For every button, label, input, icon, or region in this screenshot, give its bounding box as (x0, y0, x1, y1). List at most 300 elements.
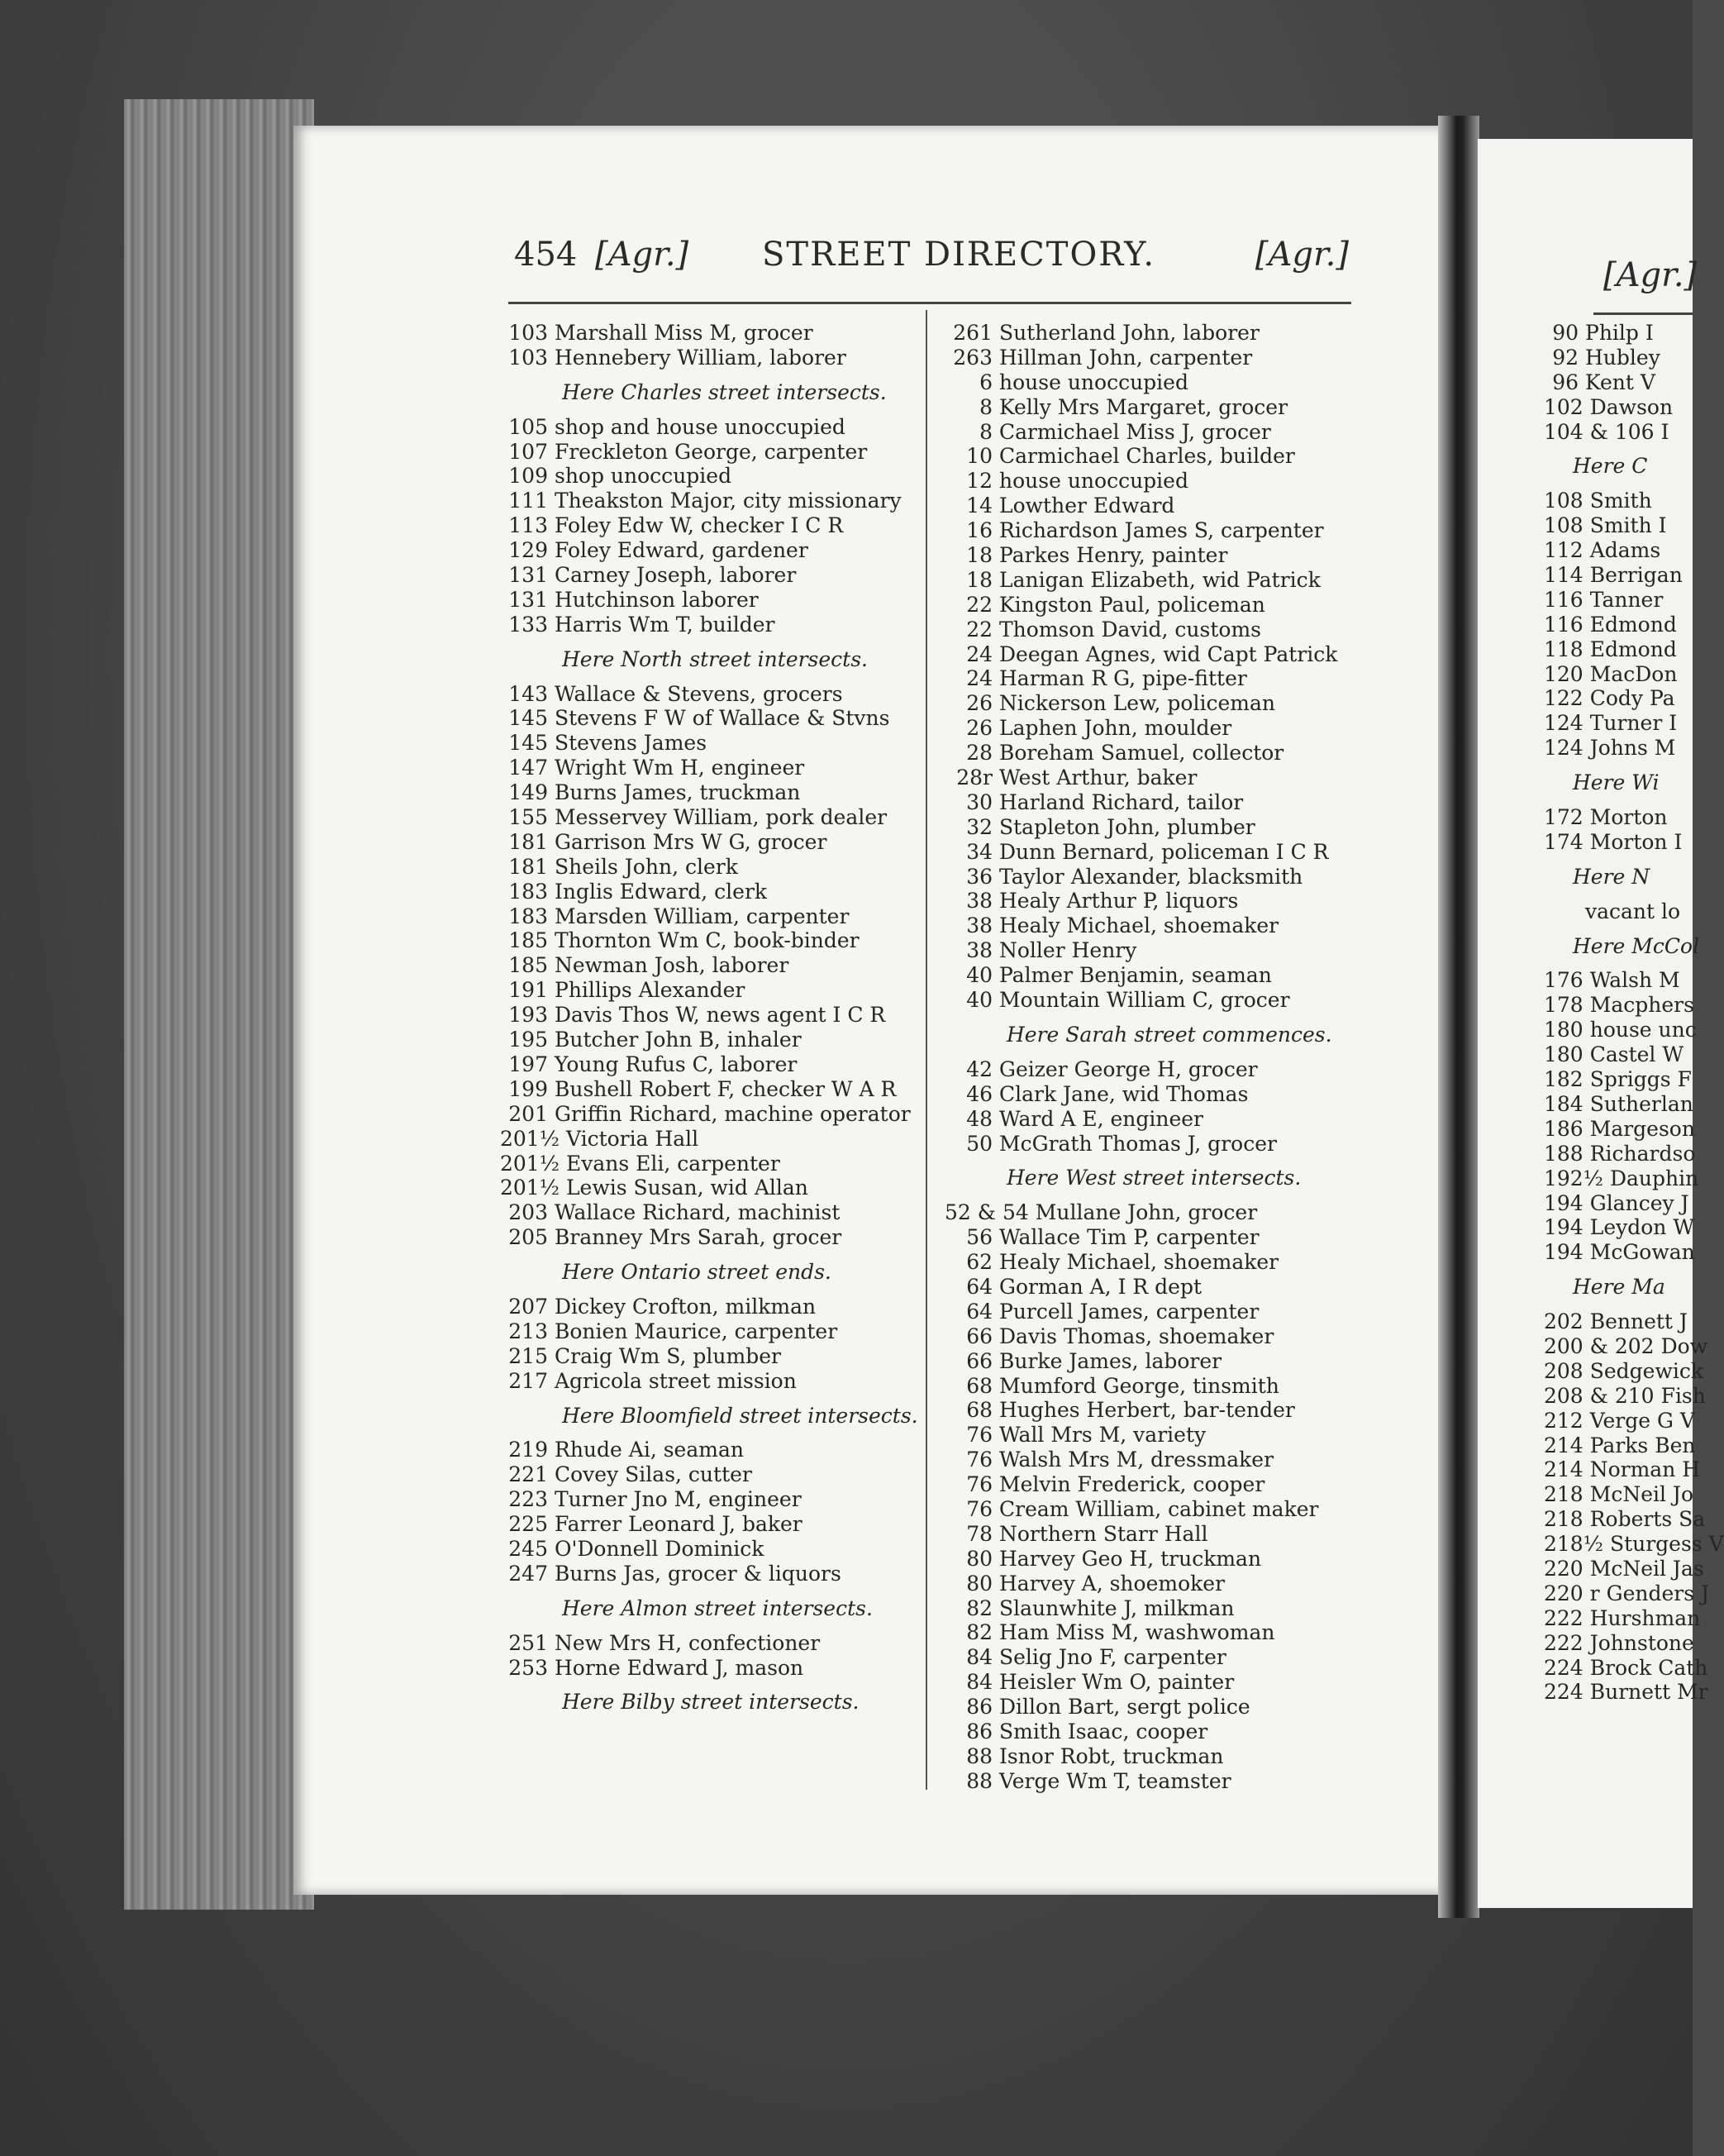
house-number: 105 (508, 414, 548, 439)
right-page-header-rule (1593, 312, 1693, 315)
house-number: 200 & 202 (1544, 1333, 1655, 1358)
house-number: 34 (966, 839, 993, 864)
house-number: 205 (508, 1225, 548, 1250)
house-number: 124 (1544, 711, 1584, 736)
directory-entry (1544, 805, 1693, 830)
directory-entry (500, 1200, 922, 1225)
resident-name: Walsh Mrs M, dressmaker (999, 1448, 1274, 1472)
house-number: 10 (966, 444, 993, 469)
directory-entry (945, 790, 1441, 815)
resident-name: Brock Cath (1589, 1655, 1708, 1680)
directory-entry (945, 1448, 1441, 1472)
resident-name: Nickerson Lew, policeman (999, 691, 1275, 716)
directory-entry (500, 805, 922, 830)
house-number: 197 (508, 1052, 548, 1076)
house-number: 155 (508, 805, 548, 830)
house-number: 195 (508, 1028, 548, 1052)
directory-entry (500, 1176, 922, 1200)
directory-entry (500, 1052, 922, 1077)
directory-entry (500, 489, 922, 513)
page-edges (124, 99, 314, 1910)
house-number: 108 (1544, 489, 1584, 513)
resident-name: Theakston Major, city missionary (555, 489, 902, 513)
house-number: 28r (956, 766, 993, 790)
directory-entry (945, 666, 1441, 691)
house-number: 183 (508, 879, 548, 904)
house-number: 116 (1544, 612, 1584, 637)
directory-entry (945, 1670, 1441, 1695)
directory-entry (500, 1344, 922, 1369)
resident-name: Burnett Mr (1589, 1680, 1708, 1705)
resident-name: Phillips Alexander (555, 978, 745, 1003)
directory-entry (1544, 711, 1693, 736)
house-number: 143 (508, 681, 548, 706)
resident-name: Wallace Tim P, carpenter (999, 1225, 1260, 1250)
directory-entry (1544, 1433, 1696, 1458)
house-number: 172 (1544, 805, 1584, 830)
directory-entry (945, 1423, 1441, 1448)
directory-entry (1544, 899, 1693, 924)
house-number: 42 (966, 1057, 993, 1081)
resident-name: Boreham Samuel, collector (999, 741, 1284, 766)
resident-name: Kelly Mrs Margaret, grocer (999, 394, 1288, 419)
street-intersection-note: Here North street intersects. (562, 646, 869, 671)
resident-name: Parkes Henry, painter (999, 543, 1228, 568)
directory-entry (1544, 321, 1693, 346)
house-number: 222 (1544, 1605, 1584, 1630)
resident-name: Clark Jane, wid Thomas (999, 1081, 1249, 1106)
resident-name: Smith (1589, 489, 1652, 513)
house-number: 184 (1544, 1091, 1584, 1116)
resident-name: Berrigan (1589, 563, 1683, 588)
right-page-running-tag: [Agr.] (1603, 256, 1698, 294)
house-number: 66 (966, 1348, 993, 1373)
resident-name: Healy Michael, shoemaker (999, 1250, 1279, 1275)
resident-name: Carney Joseph, laborer (555, 563, 797, 588)
house-number: 133 (508, 612, 548, 637)
resident-name: Johns M (1589, 736, 1676, 761)
directory-entry (500, 1537, 922, 1562)
house-number: 192½ (1544, 1166, 1603, 1190)
directory-entry (500, 563, 922, 588)
resident-name: Slaunwhite J, milkman (999, 1596, 1235, 1620)
resident-name: Morton I (1589, 829, 1683, 854)
directory-entry (500, 588, 922, 613)
house-number: 253 (508, 1655, 548, 1680)
house-number: 78 (966, 1521, 993, 1546)
house-number: 46 (966, 1081, 993, 1106)
directory-entry (500, 1438, 922, 1462)
directory-entry (1544, 1018, 1697, 1042)
house-number: 8 (979, 394, 993, 419)
resident-name: Mullane John, grocer (1035, 1200, 1258, 1225)
directory-entry (500, 1656, 922, 1681)
house-number: 122 (1544, 686, 1584, 711)
directory-entry (500, 706, 922, 731)
resident-name: Marsden William, carpenter (555, 904, 850, 928)
street-intersection-note: Here Ontario street ends. (562, 1260, 831, 1285)
resident-name: Lowther Edward (999, 494, 1175, 518)
resident-name: Hughes Herbert, bar-tender (999, 1398, 1295, 1423)
house-number: 86 (966, 1695, 993, 1720)
resident-name: Bushell Robert F, checker W A R (555, 1076, 897, 1101)
right-page-column (1544, 321, 1724, 1705)
resident-name: Johnstone (1589, 1630, 1694, 1655)
house-number: 131 (508, 563, 548, 588)
resident-name: Norman H (1589, 1457, 1701, 1482)
resident-name: Cody Pa (1589, 686, 1675, 711)
house-number: 208 (1544, 1358, 1584, 1383)
house-number: 194 (1544, 1190, 1584, 1215)
directory-entry (1544, 1631, 1693, 1656)
resident-name: Dickey Crofton, milkman (555, 1294, 817, 1319)
house-number: 102 (1544, 394, 1584, 419)
house-number: 193 (508, 1003, 548, 1028)
resident-name: Selig Jno F, carpenter (999, 1645, 1226, 1670)
street-intersection-note: Here Bloomfield street intersects. (562, 1403, 918, 1428)
directory-entry (945, 444, 1441, 469)
directory-entry (500, 1127, 922, 1152)
directory-entry (500, 1631, 922, 1656)
directory-entry (945, 889, 1441, 913)
resident-name: Wright Wm H, engineer (555, 756, 805, 780)
resident-name: house unoccupied (999, 370, 1188, 394)
directory-entry (945, 1720, 1441, 1744)
house-number: 263 (953, 345, 993, 370)
house-number: 18 (966, 567, 993, 592)
resident-name: Wallace Richard, machinist (555, 1200, 841, 1225)
resident-name: Sturgess V (1609, 1532, 1724, 1557)
page-number: 454 (514, 236, 578, 274)
directory-entry (945, 1695, 1441, 1720)
header-rule (508, 302, 1351, 304)
directory-entry (500, 904, 922, 929)
running-head-left-tag: [Agr.] (595, 236, 689, 274)
directory-entry (500, 855, 922, 880)
directory-entry (1544, 1092, 1693, 1117)
street-intersection-note: Here McCol (1573, 933, 1700, 958)
house-number: 103 (508, 321, 548, 345)
house-number: 82 (966, 1596, 993, 1620)
directory-entry (1544, 1457, 1701, 1482)
resident-name: Adams (1589, 538, 1661, 563)
directory-entry (945, 913, 1441, 938)
resident-name: Harman R G, pipe-fitter (999, 666, 1247, 691)
house-number: 131 (508, 587, 548, 612)
directory-entry (500, 1369, 922, 1394)
resident-name: McNeil Jas (1589, 1556, 1704, 1581)
directory-entry (500, 928, 922, 953)
house-number: 66 (966, 1324, 993, 1348)
directory-entry (500, 513, 922, 538)
directory-entry (1544, 613, 1693, 637)
house-number: 64 (966, 1299, 993, 1324)
directory-entry (1544, 993, 1693, 1018)
resident-name: Foley Edward, gardener (555, 538, 808, 563)
directory-entry (500, 978, 922, 1003)
house-number: 183 (508, 904, 548, 928)
directory-entry (500, 1077, 922, 1102)
house-number: 76 (966, 1423, 993, 1448)
directory-entry (1544, 637, 1693, 662)
house-number: 218 (1544, 1507, 1584, 1532)
directory-entry (1544, 662, 1693, 687)
street-intersection-note: Here Almon street intersects. (562, 1596, 873, 1620)
directory-entry (945, 815, 1441, 840)
house-number: 50 (966, 1131, 993, 1156)
directory-entry (500, 464, 922, 489)
resident-name: Gorman A, I R dept (999, 1274, 1203, 1299)
directory-entry (500, 1487, 922, 1512)
directory-entry (500, 613, 922, 637)
house-number: 14 (966, 494, 993, 518)
directory-entry (945, 1472, 1441, 1497)
directory-entry (945, 1349, 1441, 1374)
house-number: 180 (1544, 1042, 1584, 1067)
directory-entry (945, 1522, 1441, 1547)
resident-name: Genders J (1606, 1581, 1710, 1605)
directory-entry (1544, 1117, 1693, 1142)
resident-name: Spriggs F (1589, 1067, 1692, 1092)
house-number: 181 (508, 829, 548, 854)
house-number: 199 (508, 1076, 548, 1101)
house-number: 38 (966, 938, 993, 963)
column-divider (926, 310, 927, 1790)
directory-entry (500, 1462, 922, 1487)
resident-name: shop and house unoccupied (555, 414, 845, 439)
resident-name: Wall Mrs M, variety (999, 1423, 1207, 1448)
resident-name: vacant lo (1585, 899, 1681, 923)
house-number: 107 (508, 439, 548, 464)
resident-name: West Arthur, baker (999, 766, 1198, 790)
resident-name: Kent V (1585, 370, 1655, 394)
resident-name: Dunn Bernard, policeman I C R (999, 839, 1329, 864)
directory-entry (1544, 1556, 1704, 1581)
resident-name: Glancey J (1589, 1190, 1689, 1215)
house-number: 147 (508, 756, 548, 780)
directory-entry (1544, 588, 1693, 613)
resident-name: Stevens James (555, 731, 707, 756)
directory-entry (1544, 563, 1693, 588)
directory-entry (500, 1152, 922, 1176)
house-number: 90 (1552, 321, 1579, 345)
house-number: 214 (1544, 1433, 1584, 1457)
house-number: 182 (1544, 1067, 1584, 1092)
house-number: 109 (508, 464, 548, 489)
directory-entry (945, 1200, 1441, 1225)
directory-entry (945, 840, 1441, 865)
running-head (514, 236, 1349, 285)
directory-entry (1544, 1309, 1693, 1334)
resident-name: Young Rufus C, laborer (555, 1052, 798, 1076)
directory-entry (1544, 1655, 1708, 1681)
directory-entry (945, 691, 1441, 716)
house-number: 186 (1544, 1116, 1584, 1141)
resident-name: Foley Edw W, checker I C R (555, 513, 844, 538)
house-number: 22 (966, 592, 993, 617)
house-number: 68 (966, 1398, 993, 1423)
house-number: 30 (966, 789, 993, 814)
directory-entry (945, 1398, 1441, 1423)
house-number: 201½ (500, 1126, 560, 1151)
house-number: 24 (966, 666, 993, 691)
house-number: 40 (966, 963, 993, 988)
house-number: 24 (966, 642, 993, 666)
directory-entry (1544, 1532, 1724, 1557)
house-number: 38 (966, 889, 993, 913)
resident-name: Carmichael Miss J, grocer (999, 419, 1271, 444)
directory-entry (1544, 395, 1693, 420)
resident-name: Hurshman (1589, 1605, 1701, 1630)
directory-entry (945, 938, 1441, 963)
street-intersection-note: Here Ma (1573, 1275, 1665, 1300)
street-intersection-note: Here Wi (1573, 770, 1660, 795)
directory-entry (945, 321, 1441, 346)
directory-entry (1544, 1141, 1696, 1166)
directory-entry (945, 370, 1441, 395)
house-number: 247 (508, 1561, 548, 1586)
resident-name: Laphen John, moulder (999, 716, 1232, 741)
resident-name: Burns Jas, grocer & liquors (555, 1561, 841, 1586)
resident-name: Hutchinson laborer (555, 587, 759, 612)
directory-entry (945, 1225, 1441, 1250)
house-number: 38 (966, 913, 993, 938)
resident-name: house unc (1589, 1018, 1697, 1042)
directory-entry (945, 494, 1441, 518)
house-number: 261 (953, 321, 993, 345)
directory-entry (945, 716, 1441, 741)
resident-name: Garrison Mrs W G, grocer (555, 829, 827, 854)
resident-name: Dauphin (1609, 1166, 1699, 1190)
directory-entry (945, 618, 1441, 642)
resident-name: Rhude Ai, seaman (555, 1438, 744, 1462)
house-number: 145 (508, 731, 548, 756)
house-number: 56 (966, 1225, 993, 1250)
resident-name: Davis Thomas, shoemaker (999, 1324, 1274, 1348)
house-number: 145 (508, 706, 548, 731)
resident-name: Harland Richard, tailor (999, 789, 1244, 814)
house-number: 124 (1544, 736, 1584, 761)
directory-entry (1544, 420, 1693, 445)
directory-entry (1544, 1191, 1693, 1216)
resident-name: Mumford George, tinsmith (999, 1373, 1279, 1398)
directory-entry (945, 1374, 1441, 1399)
resident-name: Marshall Miss M, grocer (555, 321, 813, 345)
house-number: 16 (966, 518, 993, 543)
directory-entry (945, 1250, 1441, 1275)
directory-entry (1544, 1067, 1693, 1092)
house-number: 251 (508, 1630, 548, 1655)
house-number: 213 (508, 1319, 548, 1343)
directory-entry (500, 1512, 922, 1537)
house-number: 80 (966, 1571, 993, 1596)
directory-entry (945, 1324, 1441, 1349)
resident-name: Healy Michael, shoemaker (999, 913, 1279, 938)
resident-name: Butcher John B, inhaler (555, 1028, 802, 1052)
house-number: 180 (1544, 1018, 1584, 1042)
directory-entry (945, 1572, 1441, 1596)
resident-name: Lewis Susan, wid Allan (565, 1176, 808, 1200)
resident-name: Philp I (1585, 321, 1654, 345)
house-number: 222 (1544, 1630, 1584, 1655)
resident-name: Thornton Wm C, book-binder (555, 928, 860, 953)
directory-entry (500, 880, 922, 904)
directory-entry (945, 469, 1441, 494)
resident-name: Kingston Paul, policeman (999, 592, 1265, 617)
resident-name: Craig Wm S, plumber (555, 1343, 781, 1368)
house-number: 111 (508, 489, 548, 513)
directory-entry (500, 321, 922, 346)
running-head-right-tag: [Agr.] (1255, 236, 1349, 274)
house-number: 86 (966, 1719, 993, 1743)
house-number: 82 (966, 1620, 993, 1645)
directory-column-2 (945, 321, 1441, 1794)
resident-name: Turner I (1589, 711, 1678, 736)
directory-entry (1544, 489, 1693, 513)
directory-entry (500, 830, 922, 855)
resident-name: Wallace & Stevens, grocers (555, 681, 843, 706)
resident-name: Branney Mrs Sarah, grocer (555, 1225, 842, 1250)
resident-name: Edmond (1589, 637, 1677, 661)
directory-entry (1544, 370, 1693, 395)
directory-entry (1544, 1383, 1706, 1409)
resident-name: Cream William, cabinet maker (999, 1496, 1319, 1521)
directory-entry (500, 953, 922, 978)
resident-name: Heisler Wm O, painter (999, 1670, 1235, 1695)
directory-entry (500, 1028, 922, 1052)
resident-name: Harvey A, shoemoker (999, 1571, 1226, 1596)
resident-name: shop unoccupied (555, 464, 732, 489)
directory-entry (1544, 1358, 1703, 1384)
resident-name: Messervey William, pork dealer (555, 805, 888, 830)
house-number: 64 (966, 1274, 993, 1299)
resident-name: Verge Wm T, teamster (999, 1768, 1231, 1793)
house-number: 224 (1544, 1655, 1584, 1680)
resident-name: Tanner (1589, 587, 1664, 612)
directory-entry (1544, 538, 1693, 563)
resident-name: house unoccupied (999, 469, 1188, 494)
house-number: 68 (966, 1373, 993, 1398)
house-number: 218½ (1544, 1532, 1603, 1557)
street-intersection-note: Here Sarah street commences. (1007, 1022, 1332, 1047)
resident-name: Ward A E, engineer (999, 1106, 1204, 1131)
resident-name: Agricola street mission (555, 1368, 797, 1393)
house-number: 88 (966, 1743, 993, 1768)
house-number: 113 (508, 513, 548, 538)
resident-name: Leydon W (1589, 1215, 1695, 1240)
resident-name: Dawson (1589, 394, 1674, 419)
resident-name: Deegan Agnes, wid Capt Patrick (999, 642, 1338, 666)
directory-entry (500, 731, 922, 756)
house-number: 28 (966, 741, 993, 766)
house-number: 178 (1544, 993, 1584, 1018)
resident-name: Hubley (1585, 345, 1660, 370)
resident-name: Geizer George H, grocer (999, 1057, 1258, 1081)
directory-entry (500, 415, 922, 440)
house-number: 188 (1544, 1141, 1584, 1166)
directory-entry (1544, 1166, 1699, 1191)
resident-name: Freckleton George, carpenter (555, 439, 868, 464)
resident-name: Dow (1660, 1333, 1708, 1358)
house-number: 194 (1544, 1240, 1584, 1265)
house-number: 92 (1552, 345, 1579, 370)
directory-entry (1544, 513, 1693, 538)
directory-entry (500, 1319, 922, 1344)
house-number: 32 (966, 814, 993, 839)
directory-entry (1544, 830, 1693, 855)
house-number: 80 (966, 1546, 993, 1571)
resident-name: Thomson David, customs (999, 617, 1261, 642)
